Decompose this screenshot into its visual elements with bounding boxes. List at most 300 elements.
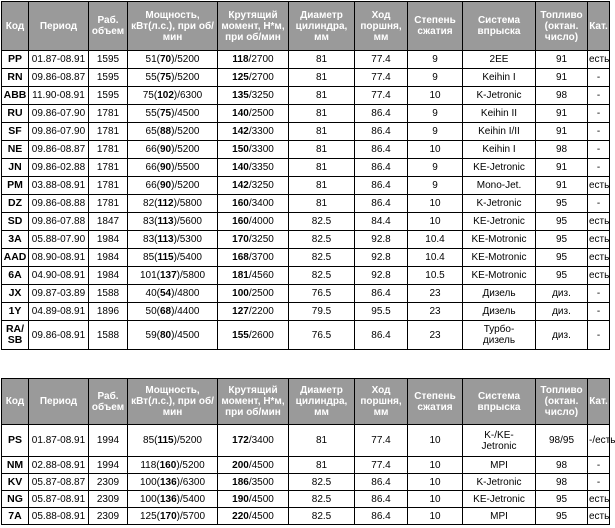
cell-compression: 9	[408, 177, 463, 195]
cell-code: AAD	[2, 249, 29, 267]
torque-rpm: 3400	[251, 198, 274, 209]
cell-compression: 10	[408, 87, 463, 105]
cell-displacement: 1781	[89, 141, 128, 159]
torque-value: 160	[232, 216, 249, 227]
power-kw: 83	[143, 216, 155, 227]
table-row	[2, 508, 610, 525]
header-injection: Система впрыска	[463, 2, 536, 51]
torque-value: 100	[232, 288, 249, 299]
cell-fuel: 98	[536, 457, 588, 474]
cell-compression: 10	[408, 457, 463, 474]
torque-rpm: 4500	[251, 459, 274, 471]
cell-fuel: диз.	[536, 303, 588, 321]
cell-stroke: 86.4	[355, 321, 408, 350]
cell-cat: есть	[588, 51, 610, 69]
cell-bore: 82.5	[289, 508, 355, 525]
power-rpm: 5200	[177, 144, 200, 155]
table-row	[2, 123, 610, 141]
cell-displacement: 1994	[89, 457, 128, 474]
torque-rpm: 3250	[251, 234, 274, 245]
header-torque: Крутящий момент, Н*м, при об/мин	[218, 379, 289, 425]
header-fuel: Топливо (октан. число)	[536, 379, 588, 425]
power-hp: 68	[159, 306, 172, 317]
cell-code: PP	[2, 51, 29, 69]
cell-period: 01.87-08.91	[29, 425, 89, 457]
power-kw: 66	[145, 162, 157, 173]
cell-fuel: 91	[536, 123, 588, 141]
torque-rpm: 3350	[251, 162, 274, 173]
table-2-body	[2, 425, 615, 525]
header-power: Мощность, кВт(л.с.), при об/мин	[128, 2, 218, 51]
cell-fuel: 98	[536, 141, 588, 159]
torque-rpm: 3250	[251, 180, 274, 191]
torque-value: 118	[232, 54, 249, 65]
cell-stroke: 77.4	[355, 51, 408, 69]
cell-bore: 81	[289, 69, 355, 87]
cell-power: 118(160)/5200	[128, 457, 218, 474]
power-rpm: 4800	[177, 288, 200, 299]
cell-code: NE	[2, 141, 29, 159]
power-kw: 85	[143, 435, 155, 446]
cell-injection: K-Jetronic	[463, 87, 536, 105]
cell-fuel: 95	[536, 508, 588, 525]
cell-torque: 118/2700	[218, 51, 289, 69]
cell-period: 11.90-08.91	[29, 87, 89, 105]
cell-period: 03.88-08.91	[29, 177, 89, 195]
cell-stroke: 92.8	[355, 231, 408, 249]
cell-cat: -	[588, 474, 610, 491]
cell-cat: -	[588, 159, 610, 177]
cell-compression: 10.5	[408, 267, 463, 285]
table-row	[2, 87, 610, 105]
cell-compression: 10	[408, 195, 463, 213]
torque-rpm: 2200	[251, 306, 274, 317]
cell-power: 66(90)/5200	[128, 141, 218, 159]
cell-period: 09.86-08.88	[29, 195, 89, 213]
cell-fuel: 95	[536, 267, 588, 285]
header-compression: Степень сжатия	[408, 379, 463, 425]
cell-power: 85(115)/5400	[128, 249, 218, 267]
power-rpm: 4400	[177, 306, 200, 317]
power-kw: 118	[140, 459, 157, 471]
cell-bore: 76.5	[289, 285, 355, 303]
power-hp: 54	[159, 288, 172, 299]
power-kw: 40	[145, 288, 157, 299]
cell-code: NM	[2, 457, 29, 474]
cell-code: 1Y	[2, 303, 29, 321]
torque-value: 140	[232, 162, 249, 173]
cell-torque: 142/3250	[218, 177, 289, 195]
cell-fuel: 91	[536, 69, 588, 87]
cell-power: 59(80)/4500	[128, 321, 218, 350]
cell-injection: K-Jetronic	[463, 195, 536, 213]
torque-rpm: 4000	[251, 216, 274, 227]
cell-power: 55(75)/4500	[128, 105, 218, 123]
power-kw: 82	[143, 198, 155, 209]
torque-rpm: 3250	[251, 90, 274, 101]
cell-cat: -	[588, 141, 610, 159]
power-hp: 113	[157, 234, 174, 245]
cell-injection: Keihin I/II	[463, 123, 536, 141]
cell-torque: 172/3400	[218, 425, 289, 457]
cell-displacement: 1595	[89, 51, 128, 69]
cell-compression: 23	[408, 303, 463, 321]
power-rpm: 5800	[179, 198, 202, 209]
torque-value: 125	[232, 72, 249, 83]
cell-fuel: 95	[536, 249, 588, 267]
cell-code: NG	[2, 491, 29, 508]
cell-code: KV	[2, 474, 29, 491]
cell-period: 09.86-02.88	[29, 159, 89, 177]
cell-code: PM	[2, 177, 29, 195]
cell-cat: -	[588, 123, 610, 141]
cell-code: 3A	[2, 231, 29, 249]
power-hp: 137	[159, 270, 177, 281]
cell-power: 51(70)/5200	[128, 51, 218, 69]
cell-injection: Дизель	[463, 285, 536, 303]
cell-torque: 190/4500	[218, 491, 289, 508]
cell-power: 66(90)/5500	[128, 159, 218, 177]
cell-compression: 10	[408, 491, 463, 508]
cell-power: 82(112)/5800	[128, 195, 218, 213]
torque-value: 127	[232, 306, 249, 317]
cell-power: 83(113)/5300	[128, 231, 218, 249]
cell-cat: -	[588, 303, 610, 321]
cell-code: RU	[2, 105, 29, 123]
cell-torque: 140/3350	[218, 159, 289, 177]
power-kw: 100	[139, 476, 157, 488]
cell-torque: 125/2700	[218, 69, 289, 87]
cell-torque: 135/3250	[218, 87, 289, 105]
cell-fuel: диз.	[536, 321, 588, 350]
cell-compression: 10	[408, 425, 463, 457]
cell-bore: 82.5	[289, 491, 355, 508]
cell-compression: 9	[408, 159, 463, 177]
cell-period: 09.86-07.90	[29, 105, 89, 123]
header-compression: Степень сжатия	[408, 2, 463, 51]
cell-power: 83(113)/5600	[128, 213, 218, 231]
header-power: Мощность, кВт(л.с.), при об/мин	[128, 379, 218, 425]
cell-bore: 81	[289, 177, 355, 195]
cell-code: 6A	[2, 267, 29, 285]
torque-value: 170	[232, 234, 249, 245]
torque-rpm: 4500	[251, 510, 274, 522]
table-row	[2, 159, 610, 177]
power-hp: 70	[159, 54, 172, 65]
cell-bore: 81	[289, 159, 355, 177]
cell-injection: MPI	[463, 457, 536, 474]
torque-rpm: 3400	[251, 435, 274, 446]
cell-bore: 81	[289, 51, 355, 69]
cell-displacement: 1781	[89, 105, 128, 123]
cell-code: ABB	[2, 87, 29, 105]
cell-bore: 79.5	[289, 303, 355, 321]
cell-stroke: 77.4	[355, 87, 408, 105]
cell-cat: есть	[588, 213, 610, 231]
cell-stroke: 77.4	[355, 457, 408, 474]
cell-injection: Keihin I	[463, 69, 536, 87]
cell-torque: 150/3300	[218, 141, 289, 159]
table-row	[2, 231, 610, 249]
power-rpm: 5800	[182, 270, 206, 281]
cell-displacement: 1781	[89, 177, 128, 195]
power-kw: 50	[145, 306, 157, 317]
cell-bore: 82.5	[289, 249, 355, 267]
torque-rpm: 2500	[251, 288, 274, 299]
cell-period: 09.86-07.90	[29, 123, 89, 141]
torque-rpm: 4560	[251, 270, 274, 281]
torque-value: 168	[232, 252, 249, 263]
torque-value: 142	[232, 126, 249, 137]
table-1-body	[2, 51, 610, 350]
cell-bore: 82.5	[289, 267, 355, 285]
cell-displacement: 1588	[89, 285, 128, 303]
cell-fuel: 91	[536, 105, 588, 123]
torque-value: 135	[232, 90, 249, 101]
cell-code: RN	[2, 69, 29, 87]
cell-power: 101(137)/5800	[128, 267, 218, 285]
cell-torque: 200/4500	[218, 457, 289, 474]
header-period: Период	[29, 379, 89, 425]
engine-table-2	[1, 378, 615, 525]
cell-compression: 9	[408, 105, 463, 123]
cell-fuel: 91	[536, 159, 588, 177]
cell-stroke: 86.4	[355, 159, 408, 177]
cell-cat: -/есть	[588, 425, 610, 457]
cell-torque: 155/2600	[218, 321, 289, 350]
power-hp: 115	[157, 435, 174, 446]
cell-power: 50(68)/4400	[128, 303, 218, 321]
power-hp: 160	[159, 459, 177, 471]
cell-fuel: 95	[536, 213, 588, 231]
cell-injection: 2EE	[463, 51, 536, 69]
torque-value: 160	[232, 198, 249, 209]
cell-injection: Keihin I	[463, 141, 536, 159]
cell-torque: 186/3500	[218, 474, 289, 491]
cell-torque: 100/2500	[218, 285, 289, 303]
cell-stroke: 86.4	[355, 491, 408, 508]
torque-value: 155	[232, 329, 249, 341]
cell-power: 100(136)/6300	[128, 474, 218, 491]
table-row	[2, 425, 610, 457]
table-row	[2, 474, 610, 491]
cell-cat: -	[588, 69, 610, 87]
torque-rpm: 4500	[251, 493, 274, 505]
power-hp: 113	[157, 216, 174, 227]
table-row	[2, 491, 610, 508]
cell-displacement: 1896	[89, 303, 128, 321]
power-kw: 85	[143, 252, 155, 263]
cell-fuel: 95	[536, 195, 588, 213]
cell-code: PS	[2, 425, 29, 457]
header-bore: Диаметр цилиндра, мм	[289, 379, 355, 425]
torque-rpm: 2600	[251, 329, 274, 341]
cell-bore: 82.5	[289, 231, 355, 249]
power-rpm: 4500	[177, 329, 200, 341]
power-rpm: 5400	[182, 493, 206, 505]
power-kw: 66	[145, 144, 157, 155]
torque-value: 220	[232, 510, 249, 522]
cell-compression: 10.4	[408, 231, 463, 249]
table-2-header-row	[2, 379, 610, 425]
power-hp: 136	[159, 493, 177, 505]
cell-cat: -	[588, 105, 610, 123]
power-kw: 65	[145, 126, 157, 137]
cell-cat: -	[588, 87, 610, 105]
torque-rpm: 2500	[251, 108, 274, 119]
power-kw: 66	[145, 180, 157, 191]
power-hp: 75	[159, 72, 172, 83]
cell-bore: 81	[289, 123, 355, 141]
cell-injection: KE-Jetronic	[463, 491, 536, 508]
cell-fuel: диз.	[536, 285, 588, 303]
power-kw: 55	[145, 72, 157, 83]
header-displacement: Раб. объем	[89, 2, 128, 51]
table-row	[2, 249, 610, 267]
cell-cat: есть	[588, 267, 610, 285]
cell-code: JN	[2, 159, 29, 177]
cell-bore: 81	[289, 195, 355, 213]
cell-fuel: 95	[536, 491, 588, 508]
cell-displacement: 1595	[89, 87, 128, 105]
cell-injection: KE-Jetronic	[463, 159, 536, 177]
header-fuel: Топливо (октан. число)	[536, 2, 588, 51]
cell-cat: -	[588, 285, 610, 303]
cell-bore: 76.5	[289, 321, 355, 350]
torque-value: 186	[232, 476, 249, 488]
power-hp: 115	[157, 252, 174, 263]
cell-period: 05.88-08.91	[29, 508, 89, 525]
cell-period: 02.88-08.91	[29, 457, 89, 474]
header-code: Код	[2, 379, 29, 425]
cell-period: 09.86-08.87	[29, 69, 89, 87]
cell-displacement: 1595	[89, 69, 128, 87]
cell-displacement: 2309	[89, 474, 128, 491]
table-1-header	[2, 2, 610, 51]
cell-cat: есть	[588, 491, 610, 508]
cell-power: 100(136)/5400	[128, 491, 218, 508]
header-stroke: Ход поршня, мм	[355, 379, 408, 425]
power-rpm: 5200	[182, 459, 205, 471]
power-hp: 102	[157, 90, 174, 101]
header-injection: Система впрыска	[463, 379, 536, 425]
cell-compression: 10	[408, 213, 463, 231]
power-kw: 59	[145, 329, 157, 341]
cell-injection: Турбо- дизель	[463, 321, 536, 350]
cell-fuel: 95	[536, 231, 588, 249]
cell-power: 55(75)/5200	[128, 69, 218, 87]
cell-displacement: 1781	[89, 195, 128, 213]
cell-period: 04.90-08.91	[29, 267, 89, 285]
cell-bore: 81	[289, 87, 355, 105]
cell-torque: 140/2500	[218, 105, 289, 123]
cell-injection: Mono-Jet.	[463, 177, 536, 195]
cell-fuel: 98	[536, 87, 588, 105]
cell-bore: 82.5	[289, 213, 355, 231]
cell-injection: Keihin II	[463, 105, 536, 123]
table-row	[2, 51, 610, 69]
cell-stroke: 95.5	[355, 303, 408, 321]
cell-stroke: 86.4	[355, 105, 408, 123]
torque-rpm: 2700	[251, 72, 274, 83]
header-bore: Диаметр цилиндра, мм	[289, 2, 355, 51]
cell-compression: 10	[408, 474, 463, 491]
cell-fuel: 91	[536, 177, 588, 195]
torque-rpm: 3700	[251, 252, 274, 263]
cell-stroke: 86.4	[355, 123, 408, 141]
torque-value: 140	[232, 108, 249, 119]
cell-cat: есть	[588, 508, 610, 525]
cell-displacement: 1588	[89, 321, 128, 350]
cell-injection: K-/KE- Jetronic	[463, 425, 536, 457]
cell-compression: 23	[408, 321, 463, 350]
cell-period: 05.87-08.91	[29, 491, 89, 508]
cell-torque: 220/4500	[218, 508, 289, 525]
power-hp: 136	[159, 476, 177, 488]
power-kw: 101	[139, 270, 157, 281]
table-row	[2, 105, 610, 123]
cell-torque: 170/3250	[218, 231, 289, 249]
cell-period: 05.87-08.87	[29, 474, 89, 491]
torque-rpm: 3300	[251, 144, 274, 155]
cell-displacement: 1994	[89, 425, 128, 457]
torque-value: 150	[232, 144, 249, 155]
cell-code: JX	[2, 285, 29, 303]
cell-stroke: 92.8	[355, 249, 408, 267]
cell-torque: 168/3700	[218, 249, 289, 267]
torque-value: 142	[232, 180, 249, 191]
cell-bore: 81	[289, 141, 355, 159]
header-code: Код	[2, 2, 29, 51]
table-row	[2, 285, 610, 303]
torque-rpm: 3300	[251, 126, 274, 137]
header-displacement: Раб. объем	[89, 379, 128, 425]
cell-power: 75(102)/6300	[128, 87, 218, 105]
header-cat: Кат.	[588, 379, 610, 425]
header-torque: Крутящий момент, Н*м, при об/мин	[218, 2, 289, 51]
cell-injection: KE-Motronic	[463, 267, 536, 285]
cell-code: SF	[2, 123, 29, 141]
cell-compression: 10	[408, 508, 463, 525]
table-row	[2, 303, 610, 321]
power-kw: 125	[139, 510, 157, 522]
cell-power: 66(90)/5200	[128, 177, 218, 195]
cell-displacement: 1984	[89, 249, 128, 267]
cell-stroke: 86.4	[355, 508, 408, 525]
cell-injection: KE-Motronic	[463, 249, 536, 267]
cell-code: RA/ SB	[2, 321, 29, 350]
power-rpm: 5200	[177, 54, 200, 65]
power-rpm: 6300	[182, 476, 206, 488]
power-rpm: 5200	[177, 180, 200, 191]
table-row	[2, 267, 610, 285]
cell-period: 09.86-08.91	[29, 321, 89, 350]
header-period: Период	[29, 2, 89, 51]
power-rpm: 5500	[177, 162, 200, 173]
cell-bore: 81	[289, 105, 355, 123]
cell-displacement: 1847	[89, 213, 128, 231]
table-row	[2, 457, 610, 474]
power-hp: 75	[159, 108, 172, 119]
cell-displacement: 1984	[89, 267, 128, 285]
power-kw: 51	[145, 54, 157, 65]
cell-fuel: 98/95	[536, 425, 588, 457]
cell-period: 08.90-08.91	[29, 249, 89, 267]
cell-torque: 142/3300	[218, 123, 289, 141]
cell-period: 05.88-07.90	[29, 231, 89, 249]
cell-cat: есть	[588, 249, 610, 267]
cell-bore: 82.5	[289, 474, 355, 491]
